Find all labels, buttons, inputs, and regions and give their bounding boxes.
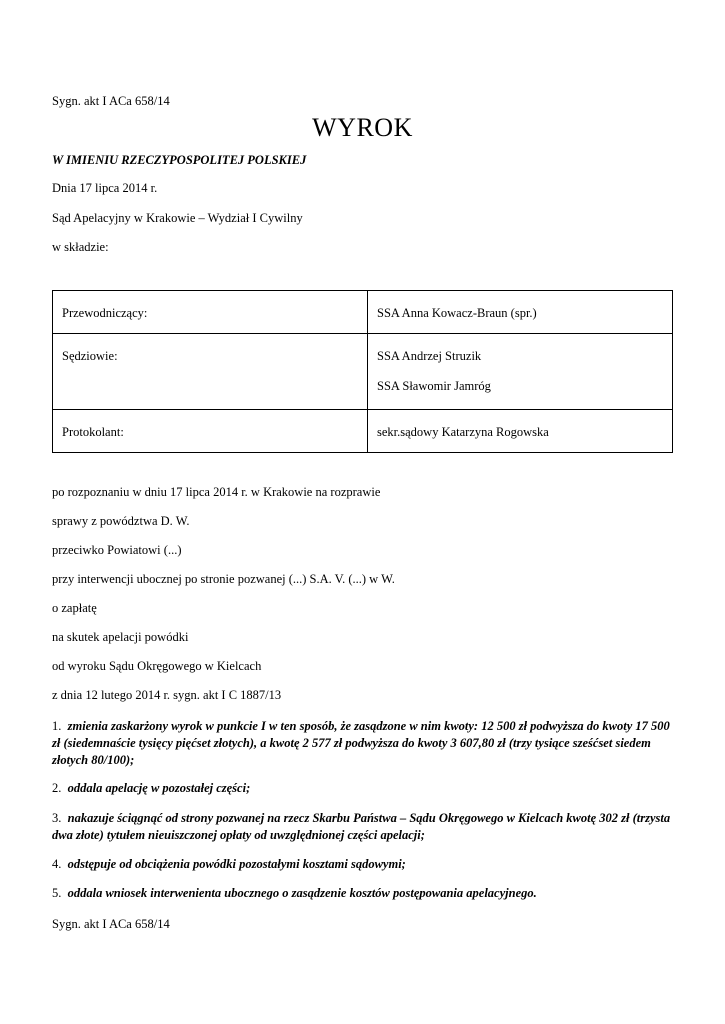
names-cell [368,291,673,334]
decision-item [52,780,673,797]
case-line: przy interwencji ubocznej po stronie pozwanej (...) S.A. V. (...) w W. [52,572,395,586]
decision-item [52,885,673,902]
decision-text: oddala wniosek interwenienta ubocznego o zasądzenie kosztów postępowania apelacyjnego. [67,886,537,900]
decision-number: 2. [52,781,62,795]
judge-name: SSA Sławomir Jamróg [377,379,491,393]
decision-number: 4. [52,857,62,871]
decision-text: nakazuje ściągnąć od strony pozwanej na rzecz Skarbu Państwa – Sądu Okręgowego w Kielcach kwotę 302 zł (trzysta dwa złote) tytułem nieuiszczonej opłaty od uwzględnionej części apelacji; [52,811,671,842]
decision-number: 5. [52,886,62,900]
case-line: o zapłatę [52,601,97,615]
decision-text: oddala apelację w pozostałej części; [67,781,251,795]
role-cell: Przewodniczący: [53,291,368,334]
judge-name: SSA Andrzej Struzik [377,349,482,363]
court-name: Sąd Apelacyjny w Krakowie – Wydział I Cywilny [52,211,303,225]
decision-number: 3. [52,811,62,825]
decision-text: odstępuje od obciążenia powódki pozostałymi kosztami sądowymi; [67,857,406,871]
case-line: po rozpoznaniu w dniu 17 lipca 2014 r. w Krakowie na rozprawie [52,485,381,499]
decision-item [52,810,673,844]
case-line: sprawy z powództwa D. W. [52,514,190,528]
decision-text: zmienia zaskarżony wyrok w punkcie I w ten sposób, że zasądzone w nim kwoty: 12 500 zł podwyższa do kwoty 17 500 zł (siedemnaście tysięcy pięćset złotych), a kwotę 2 577 zł podwyższa do kwoty 3 607,80 zł (trzy tysiące sześćset siedem złotych 80/100); [52,719,670,767]
case-line: z dnia 12 lutego 2014 r. sygn. akt I C 1887/13 [52,688,282,702]
role-cell: Protokolant: [53,410,368,453]
clerk-name: sekr.sądowy Katarzyna Rogowska [377,425,549,439]
case-line: na skutek apelacji powódki [52,630,189,644]
decision-item [52,856,673,873]
judge-name: SSA Anna Kowacz-Braun (spr.) [377,306,537,320]
decision-item [52,718,673,769]
names-cell [368,334,673,410]
composition-label: w składzie: [52,240,109,254]
bench-row-judges [53,334,673,410]
decision-number: 1. [52,719,62,733]
signature-top: Sygn. akt I ACa 658/14 [52,94,170,108]
signature-bottom: Sygn. akt I ACa 658/14 [52,917,170,931]
bench-row-presiding [53,291,673,334]
judgment-date: Dnia 17 lipca 2014 r. [52,181,158,195]
in-the-name-heading: W IMIENIU RZECZYPOSPOLITEJ POLSKIEJ [52,153,307,167]
document-title: WYROK [312,113,413,142]
names-cell [368,410,673,453]
case-line: od wyroku Sądu Okręgowego w Kielcach [52,659,262,673]
bench-table [52,290,673,453]
bench-row-clerk [53,410,673,453]
case-line: przeciwko Powiatowi (...) [52,543,182,557]
role-cell: Sędziowie: [53,334,368,410]
